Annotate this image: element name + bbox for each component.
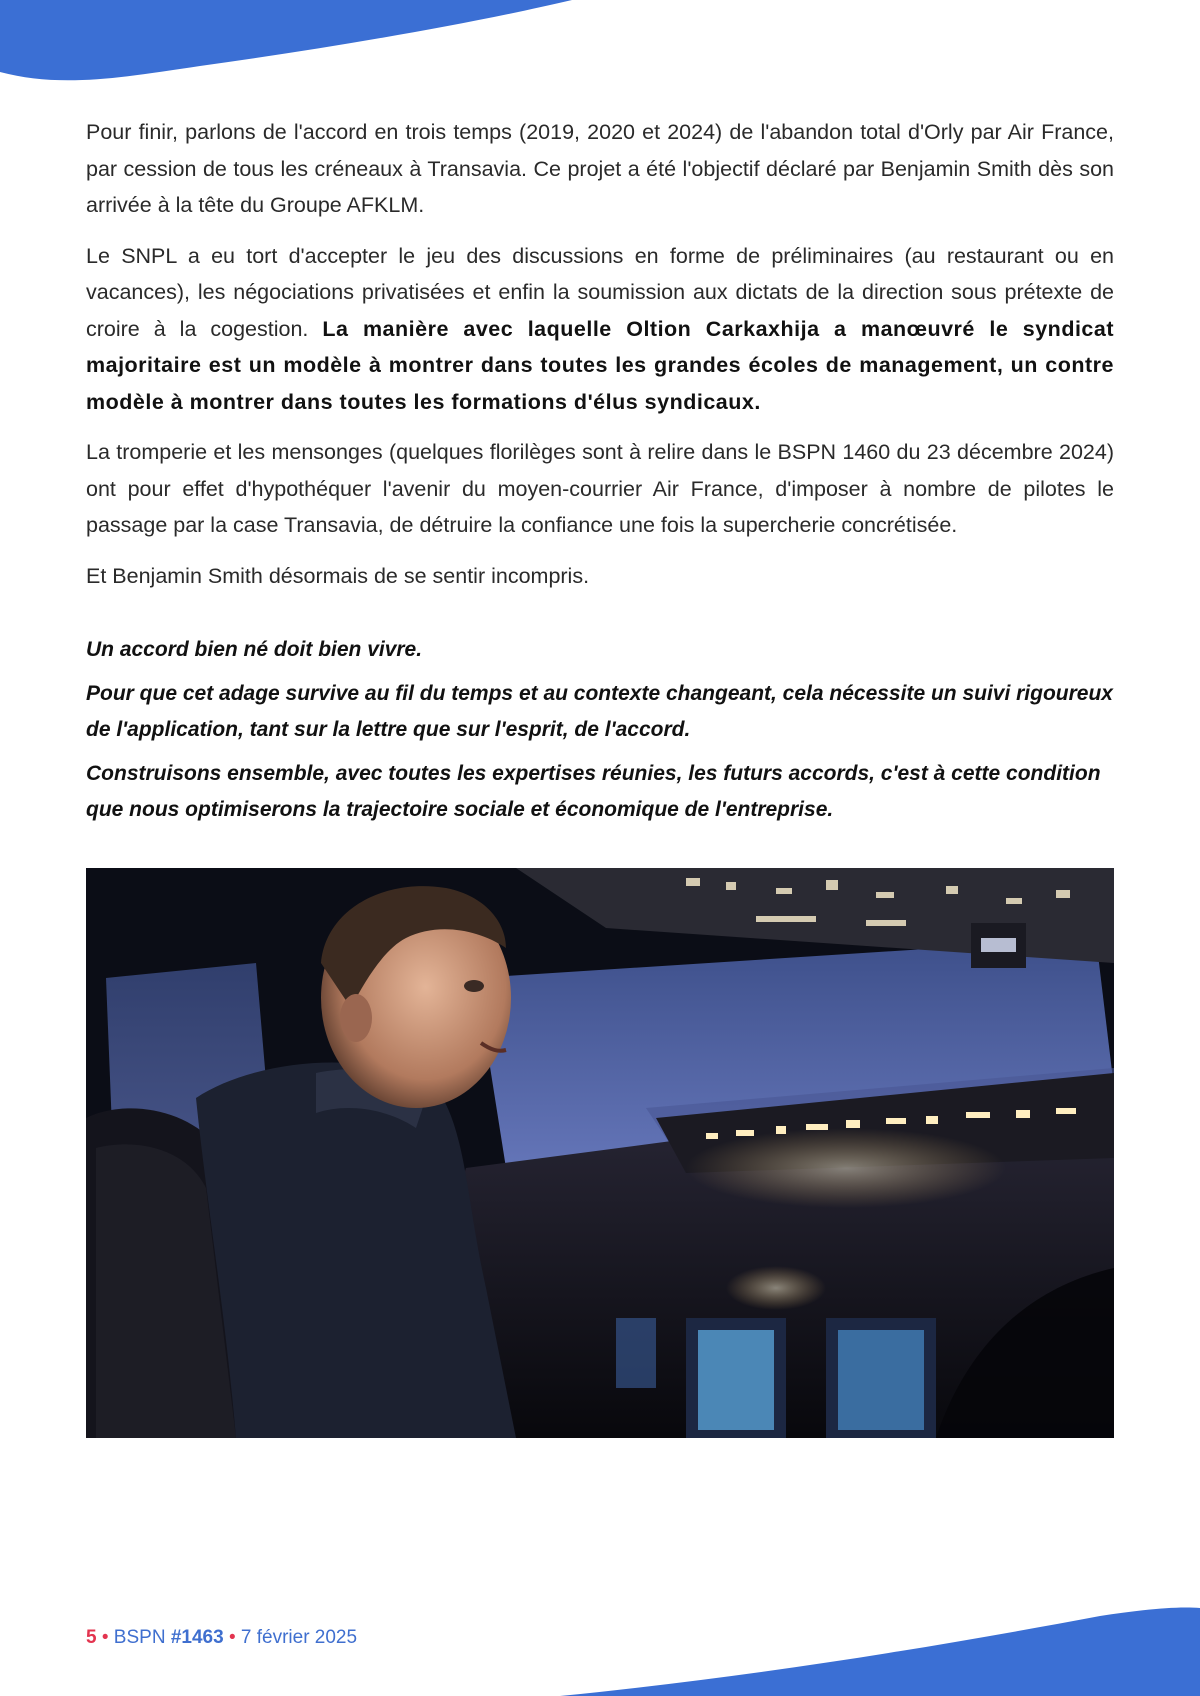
issue-number: #1463: [170, 1627, 224, 1648]
page-number: 5: [86, 1627, 97, 1648]
closing-line-2: Pour que cet adage survive au fil du temps et au contexte changeant, cela nécessite un suivi rigoureux de l'application, tant sur la lettre que sur l'esprit, de l'accord.: [86, 682, 1113, 741]
closing-statement: [86, 632, 1114, 828]
article-body: [86, 114, 1114, 836]
publication-name: BSPN: [113, 1627, 166, 1648]
top-wave-decoration: [0, 0, 600, 90]
paragraph-2-text: Le SNPL a eu tort d'accepter le jeu des discussions en forme de préliminaires (au restaurant ou en vacances), les négociations privatisées et enfin la soumission aux dictats de la direction sous prétexte de croire à la cogestion.: [86, 243, 1114, 341]
footer-separator-1: •: [101, 1627, 109, 1648]
paragraph-2-bold: La manière avec laquelle Oltion Carkaxhija a manœuvré le syndicat majoritaire est un modèle à montrer dans toutes les grandes écoles de management, un contre modèle à montrer dans toutes les formations d'élus syndicaux.: [86, 316, 1114, 414]
paragraph-4: Et Benjamin Smith désormais de se sentir incompris.: [86, 563, 590, 588]
bottom-wave-decoration: [0, 1606, 1200, 1696]
cockpit-photo: [86, 868, 1114, 1438]
closing-line-3: Construisons ensemble, avec toutes les expertises réunies, les futurs accords, c'est à cette condition que nous optimiserons la trajectoire sociale et économique de l'entreprise.: [86, 762, 1101, 821]
page-footer: [86, 1626, 357, 1650]
footer-separator-2: •: [228, 1627, 236, 1648]
paragraph-3: La tromperie et les mensonges (quelques florilèges sont à relire dans le BSPN 1460 du 23 décembre 2024) ont pour effet d'hypothéquer l'avenir du moyen-courrier Air France, d'imposer à nombre de pilotes le passage par la case Transavia, de détruire la confiance une fois la supercherie concrétisée.: [86, 440, 1114, 537]
paragraph-2: [86, 238, 1114, 421]
closing-line-1: Un accord bien né doit bien vivre.: [86, 638, 423, 661]
issue-date: 7 février 2025: [240, 1627, 358, 1648]
paragraph-1: Pour finir, parlons de l'accord en trois temps (2019, 2020 et 2024) de l'abandon total d'Orly par Air France, par cession de tous les créneaux à Transavia. Ce projet a été l'objectif déclaré par Benjamin Smith dès son arrivée à la tête du Groupe AFKLM.: [86, 120, 1114, 217]
